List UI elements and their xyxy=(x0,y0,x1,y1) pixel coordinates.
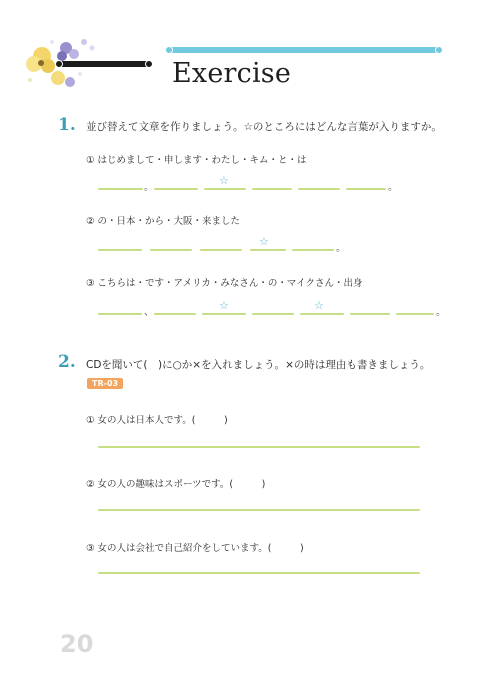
q2-item-3-label: ③ 女の人は会社で自己紹介をしています。( ) xyxy=(86,543,304,554)
answer-blank[interactable] xyxy=(292,249,334,251)
q2-item-2-label: ② 女の人の趣味はスポーツです。( ) xyxy=(86,479,266,490)
answer-blank[interactable] xyxy=(98,313,142,315)
star-icon: ☆ xyxy=(259,235,269,248)
page-title: Exercise xyxy=(172,58,292,89)
answer-blank[interactable] xyxy=(396,313,434,315)
question-2-instruction: CDを聞いて( )に○か×を入れましょう。×の時は理由も書きましょう。 xyxy=(86,359,431,371)
answer-blank[interactable] xyxy=(300,313,344,315)
answer-blank[interactable] xyxy=(204,188,246,190)
answer-blank[interactable] xyxy=(98,188,143,190)
answer-blank[interactable] xyxy=(202,313,246,315)
flower-decoration xyxy=(22,34,112,104)
q2-item-1-label: ① 女の人は日本人です。( ) xyxy=(86,415,228,426)
star-icon: ☆ xyxy=(219,174,229,187)
period-mark: 。 xyxy=(388,182,398,193)
question-1-number: 1. xyxy=(58,115,76,135)
star-icon: ☆ xyxy=(314,299,324,312)
star-icon: ☆ xyxy=(219,299,229,312)
q1-item-3-label: ③ こちらは・です・アメリカ・みなさん・の・マイクさん・出身 xyxy=(86,278,363,289)
question-1-instruction: 並び替えて文章を作りましょう。☆のところにはどんな言葉が入りますか。 xyxy=(86,121,442,133)
answer-line[interactable] xyxy=(98,572,420,574)
q1-item-1-label: ① はじめまして・申します・わたし・キム・と・は xyxy=(86,155,307,166)
answer-blank[interactable] xyxy=(98,249,142,251)
header-bar-blue xyxy=(168,47,440,53)
answer-blank[interactable] xyxy=(250,249,286,251)
q1-item-2-label: ② の・日本・から・大阪・来ました xyxy=(86,216,241,227)
question-2-number: 2. xyxy=(58,352,76,372)
comma-mark: 、 xyxy=(144,307,154,318)
answer-line[interactable] xyxy=(98,446,420,448)
answer-blank[interactable] xyxy=(154,313,196,315)
answer-blank[interactable] xyxy=(154,188,198,190)
answer-blank[interactable] xyxy=(298,188,340,190)
period-mark: 。 xyxy=(144,182,154,193)
audio-track-badge[interactable]: TR-03 xyxy=(87,378,123,389)
answer-blank[interactable] xyxy=(252,188,292,190)
answer-line[interactable] xyxy=(98,509,420,511)
answer-blank[interactable] xyxy=(252,313,294,315)
page-number: 20 xyxy=(60,630,94,658)
header-bar-dark xyxy=(58,61,150,67)
answer-blank[interactable] xyxy=(350,313,390,315)
answer-blank[interactable] xyxy=(150,249,192,251)
answer-blank[interactable] xyxy=(346,188,386,190)
period-mark: 。 xyxy=(336,243,346,254)
answer-blank[interactable] xyxy=(200,249,242,251)
period-mark: 。 xyxy=(436,307,446,318)
